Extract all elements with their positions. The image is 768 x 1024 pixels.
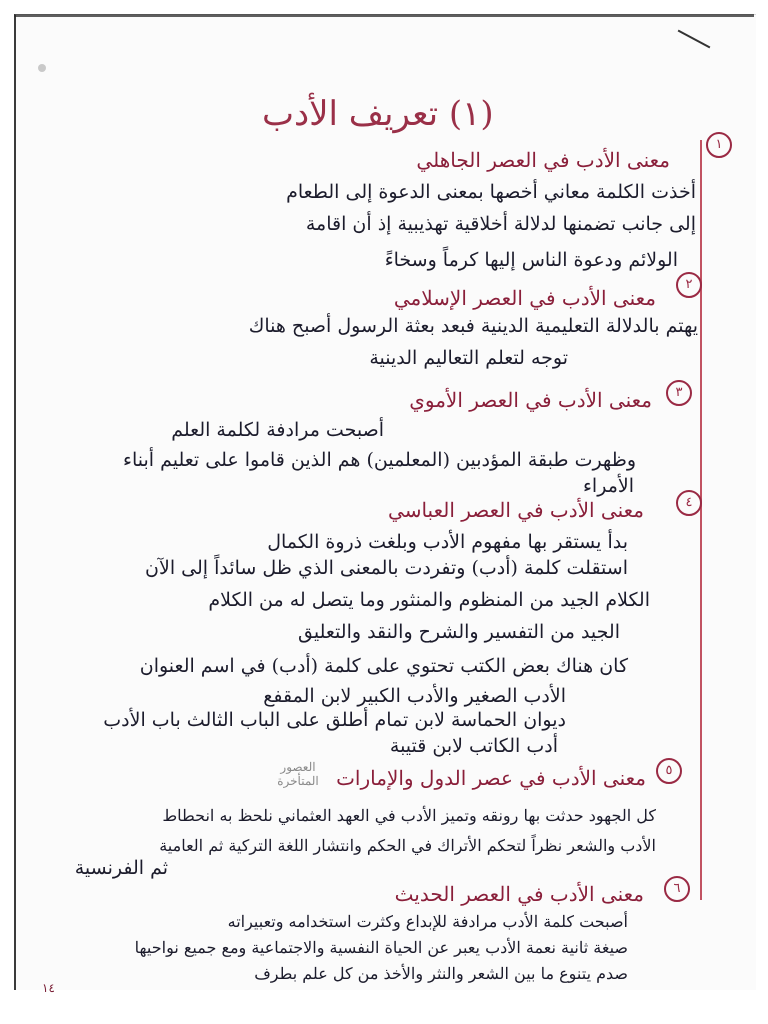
section-number-6: ٦ [664, 876, 690, 902]
section-6-line-3: صدم يتنوع ما بين الشعر والنثر والأخذ من كل علم بطرف [254, 964, 628, 983]
section-heading-2: معنى الأدب في العصر الإسلامي [393, 286, 656, 310]
margin-note: العصور المتأخرة [277, 760, 319, 788]
section-1-line-1: أخذت الكلمة معاني أخصها بمعنى الدعوة إلى الطعام [286, 181, 696, 203]
section-4-line-6: الأدب الصغير والأدب الكبير لابن المقفع [263, 685, 566, 707]
section-number-3: ٣ [666, 380, 692, 406]
section-1-line-2: إلى جانب تضمنها لدلالة أخلاقية تهذيبية إذ أن اقامة [305, 213, 696, 235]
section-4-line-3: الكلام الجيد من المنظوم والمنثور وما يتصل له من الكلام [208, 589, 650, 611]
section-heading-6: معنى الأدب في العصر الحديث [394, 882, 644, 906]
section-4-line-2: استقلت كلمة (أدب) وتفردت بالمعنى الذي ظل سائداً إلى الآن [145, 557, 628, 579]
section-heading-3: معنى الأدب في العصر الأموي [409, 388, 652, 412]
paper-hole-mark [38, 64, 46, 72]
section-6-line-1: أصبحت كلمة الأدب مرادفة للإبداع وكثرت استخدامه وتعبيراته [227, 912, 628, 931]
section-4-line-7: ديوان الحماسة لابن تمام أطلق على الباب الثالث باب الأدب [103, 709, 566, 731]
section-number-5: ٥ [656, 758, 682, 784]
section-number-4: ٤ [676, 490, 702, 516]
section-3-line-3: الأمراء [583, 475, 634, 497]
section-2-line-1: يهتم بالدلالة التعليمية الدينية فبعد بعثة الرسول أصبح هناك [248, 315, 698, 337]
page-top-edge [14, 14, 754, 17]
section-2-line-2: توجه لتعلم التعاليم الدينية [369, 347, 568, 369]
section-4-line-1: بدأ يستقر بها مفهوم الأدب وبلغت ذروة الكمال [267, 531, 628, 553]
section-3-line-2: وظهرت طبقة المؤدبين (المعلمين) هم الذين قاموا على تعليم أبناء [123, 449, 636, 471]
page-number: ١٤ [42, 981, 55, 995]
section-number-1: ١ [706, 132, 732, 158]
section-3-line-1: أصبحت مرادفة لكلمة العلم [171, 419, 384, 441]
section-heading-4: معنى الأدب في العصر العباسي [388, 498, 644, 522]
section-5-line-1: كل الجهود حدثت بها رونقه وتميز الأدب في العهد العثماني نلحظ به انحطاط [162, 806, 656, 825]
section-4-line-4: الجيد من التفسير والشرح والنقد والتعليق [298, 621, 620, 643]
section-heading-1: معنى الأدب في العصر الجاهلي [416, 148, 670, 172]
section-6-line-2: صيغة ثانية نعمة الأدب يعبر عن الحياة النفسية والاجتماعية ومع جميع نواحيها [134, 938, 628, 957]
section-5-line-2: الأدب والشعر نظراً لتحكم الأتراك في الحكم وانتشار اللغة التركية ثم العامية [159, 836, 656, 855]
section-4-line-8: أدب الكاتب لابن قتيبة [389, 735, 558, 757]
section-number-2: ٢ [676, 272, 702, 298]
margin-bracket-line [700, 140, 702, 900]
section-4-line-5: كان هناك بعض الكتب تحتوي على كلمة (أدب) في اسم العنوان [139, 655, 628, 677]
page-title: (١) تعريف الأدب [262, 94, 494, 134]
section-heading-5: معنى الأدب في عصر الدول والإمارات [336, 766, 646, 790]
section-5-line-3: ثم الفرنسية [74, 857, 168, 879]
section-1-line-3: الولائم ودعوة الناس إليها كرماً وسخاءً [384, 249, 678, 271]
